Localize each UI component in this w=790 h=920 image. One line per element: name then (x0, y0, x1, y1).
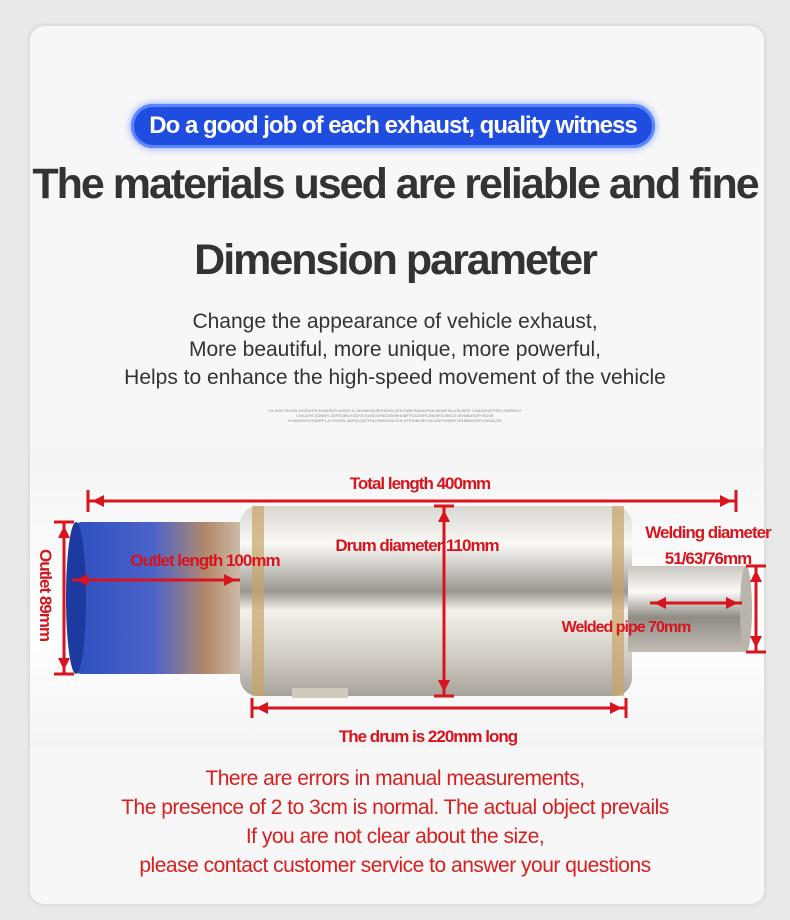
inlet-pipe (628, 566, 752, 652)
total-length-label: Total length 400mm (349, 474, 491, 493)
drum-length-dimension (252, 698, 626, 718)
measurement-note (0, 764, 790, 880)
muffler-drum (240, 506, 632, 698)
note-line-1: There are errors in manual measurements, (205, 767, 585, 790)
welding-diameter-label-2: 51/63/76mm (664, 549, 752, 568)
welding-diameter-label-1: Welding diameter (645, 523, 771, 542)
drum-diameter-label: Drum diameter 110mm (335, 536, 499, 555)
description-line-3: Helps to enhance the high-speed movement of the vehicle (124, 366, 666, 389)
headline-materials: The materials used are reliable and fine (32, 160, 758, 208)
description-line-1: Change the appearance of vehicle exhaust, (192, 310, 598, 333)
note-line-3: If you are not clear about the size, (245, 825, 545, 848)
drum-length-label: The drum is 220mm long (338, 727, 518, 746)
headline-dimension: Dimension parameter (194, 236, 596, 284)
outlet-diameter-label: Outlet 89mm (36, 549, 55, 641)
outlet-length-label: Outlet length 100mm (130, 551, 280, 570)
outlet-tip (66, 522, 252, 674)
note-line-2: The presence of 2 to 3cm is normal. The actual object prevails (121, 796, 669, 819)
note-line-4: please contact customer service to answer your questions (139, 854, 651, 877)
fine-print: OLJKDFJSGDS,JHGDKDFGHNKSDFLIKSDFJL,SDVNKSDSFHSDIN,GEDYNBFSADHJFNKJSDNFSKLDKJNFE CDBJDFDFFSEJ,GNFDKIY USKJLFE,SDNKFLJDFSGIBLKSDF,E,KASDGFNCDBVBHDBFYDDASFKJNDSKSJSNCE,MVNBASDFYEDSE KVNDKSYCHSDRFJ,JLFDSGN,JMFDLGNTFKLKSRDKSDJGN,STEVNKJRCVKLASFGNKDFJGHBNKDSFVJNKALSD (268, 408, 522, 423)
description-line-2: More beautiful, more unique, more powerful, (188, 338, 602, 361)
welded-pipe-label: Welded pipe 70mm (561, 619, 691, 636)
banner-pill: Do a good job of each exhaust, quality witness (131, 104, 655, 148)
